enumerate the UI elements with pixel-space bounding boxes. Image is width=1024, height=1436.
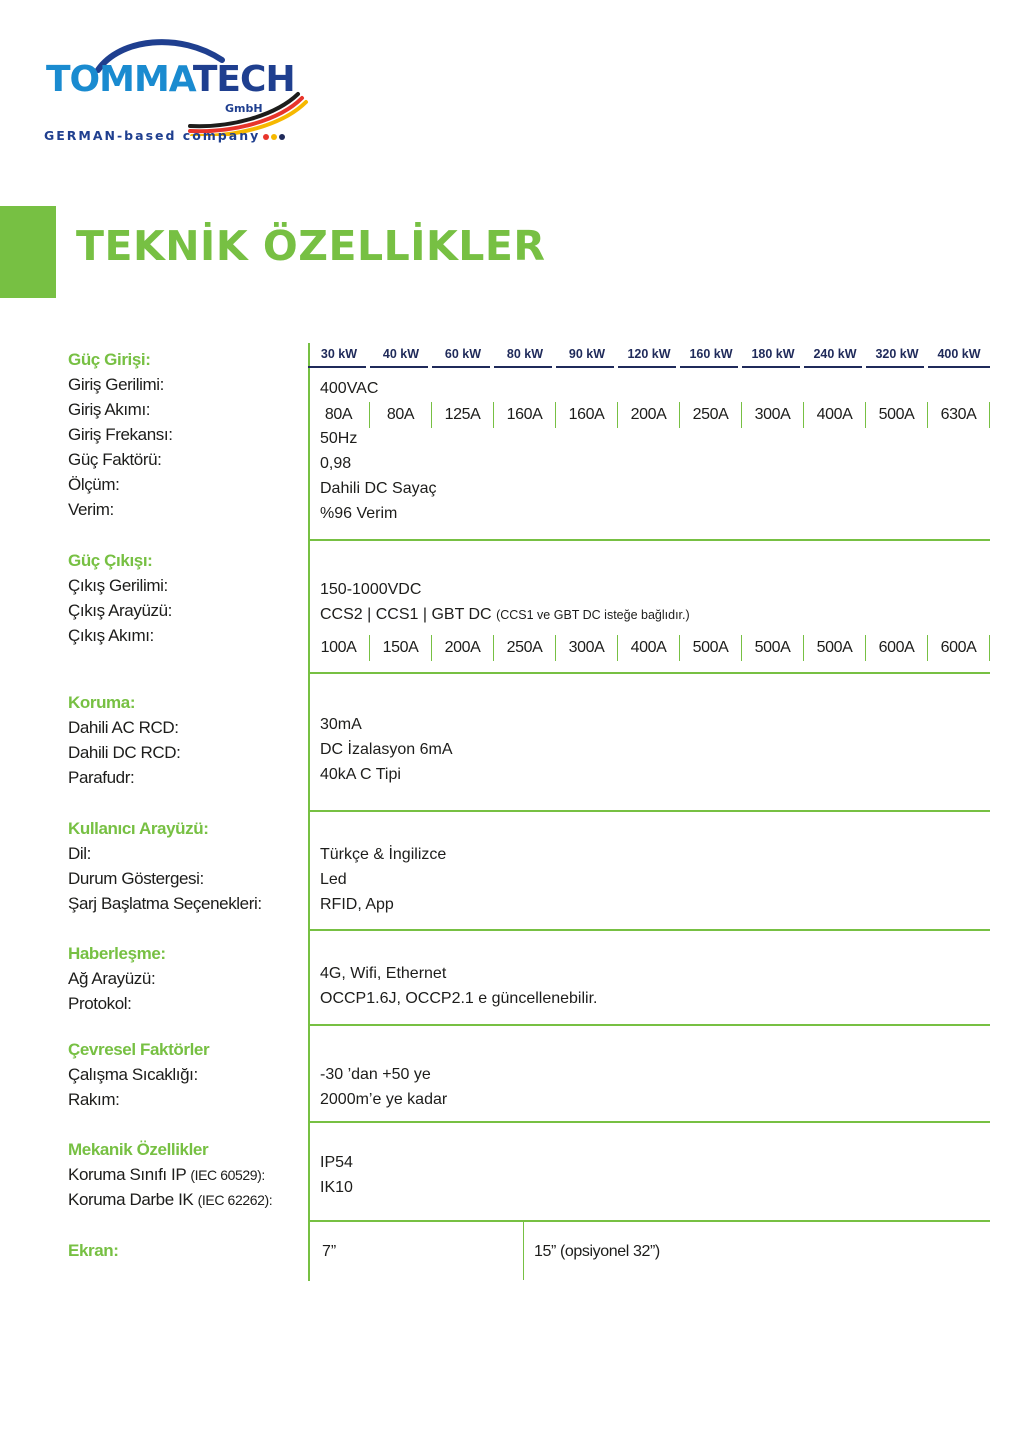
section-divider	[308, 810, 990, 812]
value-cikis-gerilimi: 150-1000VDC	[320, 581, 422, 598]
label-calisma-sicakligi: Çalışma Sıcaklığı:	[68, 1065, 198, 1084]
power-level-cell: 400 kW	[928, 346, 990, 368]
input-current-cell: 125A	[432, 402, 494, 428]
label-rakim: Rakım:	[68, 1090, 120, 1109]
power-level-cell: 180 kW	[742, 346, 804, 368]
label-giris-frekansi: Giriş Frekansı:	[68, 425, 173, 444]
output-current-cell: 100A	[308, 635, 370, 661]
input-current-row	[308, 402, 990, 428]
power-level-cell: 320 kW	[866, 346, 928, 368]
power-level-cell: 90 kW	[556, 346, 618, 368]
label-koruma-sinifi-ip	[68, 1165, 265, 1185]
table-divider-vertical	[308, 343, 310, 1281]
output-current-cell: 250A	[494, 635, 556, 661]
value-rakim: 2000m’e ye kadar	[320, 1091, 448, 1108]
value-dil: Türkçe & İngilizce	[320, 846, 447, 863]
label-durum-gostergesi: Durum Göstergesi:	[68, 869, 204, 888]
value-verim: %96 Verim	[320, 505, 398, 522]
output-current-cell: 500A	[742, 635, 804, 661]
company-logo	[40, 36, 310, 148]
logo-brand-b: TECH	[192, 59, 295, 100]
value-protokol: OCCP1.6J, OCCP2.1 e güncellenebilir.	[320, 990, 598, 1007]
section-divider	[308, 1121, 990, 1123]
section-title-kullanici: Kullanıcı Arayüzü:	[68, 819, 209, 838]
value-olcum: Dahili DC Sayaç	[320, 480, 437, 497]
input-current-cell: 80A	[308, 402, 370, 428]
value-ik: IK10	[320, 1179, 353, 1196]
section-divider	[308, 672, 990, 674]
value-dahili-ac-rcd: 30mA	[320, 716, 362, 733]
dot-navy-icon	[279, 134, 285, 140]
value-cikis-arayuzu	[320, 606, 690, 624]
logo-gmbh: GmbH	[225, 102, 263, 115]
output-current-cell: 500A	[680, 635, 742, 661]
section-title-guc-girisi: Güç Girişi:	[68, 350, 151, 369]
label-guc-faktoru: Güç Faktörü:	[68, 450, 162, 469]
section-title-cevresel: Çevresel Faktörler	[68, 1040, 210, 1059]
output-current-cell: 500A	[804, 635, 866, 661]
label-dahili-ac-rcd: Dahili AC RCD:	[68, 718, 179, 737]
input-current-cell: 500A	[866, 402, 928, 428]
power-level-cell: 40 kW	[370, 346, 432, 368]
value-giris-gerilimi: 400VAC	[320, 380, 379, 397]
value-ip: IP54	[320, 1154, 353, 1171]
input-current-cell: 300A	[742, 402, 804, 428]
value-dahili-dc-rcd: DC İzalasyon 6mA	[320, 741, 453, 758]
tagline-dots	[263, 128, 287, 143]
label-giris-akimi: Giriş Akımı:	[68, 400, 151, 419]
label-koruma-darbe-ik	[68, 1190, 272, 1210]
label-cikis-arayuzu: Çıkış Arayüzü:	[68, 601, 172, 620]
label-ip-text: Koruma Sınıfı IP	[68, 1165, 187, 1184]
output-interface-text: CCS2 | CCS1 | GBT DC	[320, 606, 492, 623]
logo-wordmark	[46, 59, 295, 100]
input-current-cell: 400A	[804, 402, 866, 428]
input-current-cell: 250A	[680, 402, 742, 428]
section-divider	[308, 929, 990, 931]
value-ekran-15: 15” (opsiyonel 32”)	[534, 1243, 660, 1260]
label-ik-standard: (IEC 62262):	[197, 1192, 273, 1208]
power-level-header	[308, 346, 990, 370]
label-sarj-baslatma: Şarj Başlatma Seçenekleri:	[68, 894, 262, 913]
power-level-cell: 240 kW	[804, 346, 866, 368]
dot-yellow-icon	[271, 134, 277, 140]
label-dil: Dil:	[68, 844, 91, 863]
power-level-cell: 120 kW	[618, 346, 680, 368]
section-title-koruma: Koruma:	[68, 693, 136, 712]
label-giris-gerilimi: Giriş Gerilimi:	[68, 375, 164, 394]
label-ik-text: Koruma Darbe IK	[68, 1190, 194, 1209]
label-olcum: Ölçüm:	[68, 475, 120, 494]
output-current-cell: 150A	[370, 635, 432, 661]
label-protokol: Protokol:	[68, 994, 132, 1013]
label-dahili-dc-rcd: Dahili DC RCD:	[68, 743, 181, 762]
value-calisma-sicakligi: -30 ’dan +50 ye	[320, 1066, 431, 1083]
power-level-cell: 160 kW	[680, 346, 742, 368]
section-title-mekanik: Mekanik Özellikler	[68, 1140, 209, 1159]
section-title-ekran: Ekran:	[68, 1241, 119, 1260]
section-divider	[308, 1024, 990, 1026]
input-current-cell: 80A	[370, 402, 432, 428]
label-parafudr: Parafudr:	[68, 768, 135, 787]
value-durum-gostergesi: Led	[320, 871, 347, 888]
value-parafudr: 40kA C Tipi	[320, 766, 401, 783]
value-guc-faktoru: 0,98	[320, 455, 352, 472]
power-level-cell: 30 kW	[308, 346, 370, 368]
output-current-cell: 600A	[928, 635, 990, 661]
section-divider	[308, 1220, 990, 1222]
label-ip-standard: (IEC 60529):	[190, 1167, 265, 1183]
output-interface-note: (CCS1 ve GBT DC isteğe bağlıdır.)	[496, 608, 690, 622]
value-ekran-7: 7”	[322, 1243, 337, 1260]
ekran-divider	[523, 1222, 524, 1280]
input-current-cell: 630A	[928, 402, 990, 428]
logo-tagline	[44, 128, 287, 143]
output-current-cell: 600A	[866, 635, 928, 661]
label-cikis-akimi: Çıkış Akımı:	[68, 626, 154, 645]
label-ag-arayuzu: Ağ Arayüzü:	[68, 969, 156, 988]
power-level-cell: 80 kW	[494, 346, 556, 368]
value-sarj-baslatma: RFID, App	[320, 896, 394, 913]
title-accent-bar	[0, 206, 56, 298]
section-title-guc-cikisi: Güç Çıkışı:	[68, 551, 153, 570]
value-ag-arayuzu: 4G, Wifi, Ethernet	[320, 965, 447, 982]
output-current-cell: 300A	[556, 635, 618, 661]
input-current-cell: 200A	[618, 402, 680, 428]
output-current-cell: 400A	[618, 635, 680, 661]
input-current-cell: 160A	[556, 402, 618, 428]
output-current-row	[308, 635, 990, 661]
page-title: TEKNİK ÖZELLİKLER	[76, 222, 546, 270]
dot-red-icon	[263, 134, 269, 140]
power-level-cell: 60 kW	[432, 346, 494, 368]
section-title-haberlesme: Haberleşme:	[68, 944, 166, 963]
section-divider	[308, 539, 990, 541]
label-verim: Verim:	[68, 500, 114, 519]
logo-brand-a: TOMMA	[46, 59, 193, 100]
output-current-cell: 200A	[432, 635, 494, 661]
label-cikis-gerilimi: Çıkış Gerilimi:	[68, 576, 168, 595]
input-current-cell: 160A	[494, 402, 556, 428]
value-giris-frekansi: 50Hz	[320, 430, 358, 447]
logo-tagline-text: GERMAN-based company	[44, 128, 261, 143]
